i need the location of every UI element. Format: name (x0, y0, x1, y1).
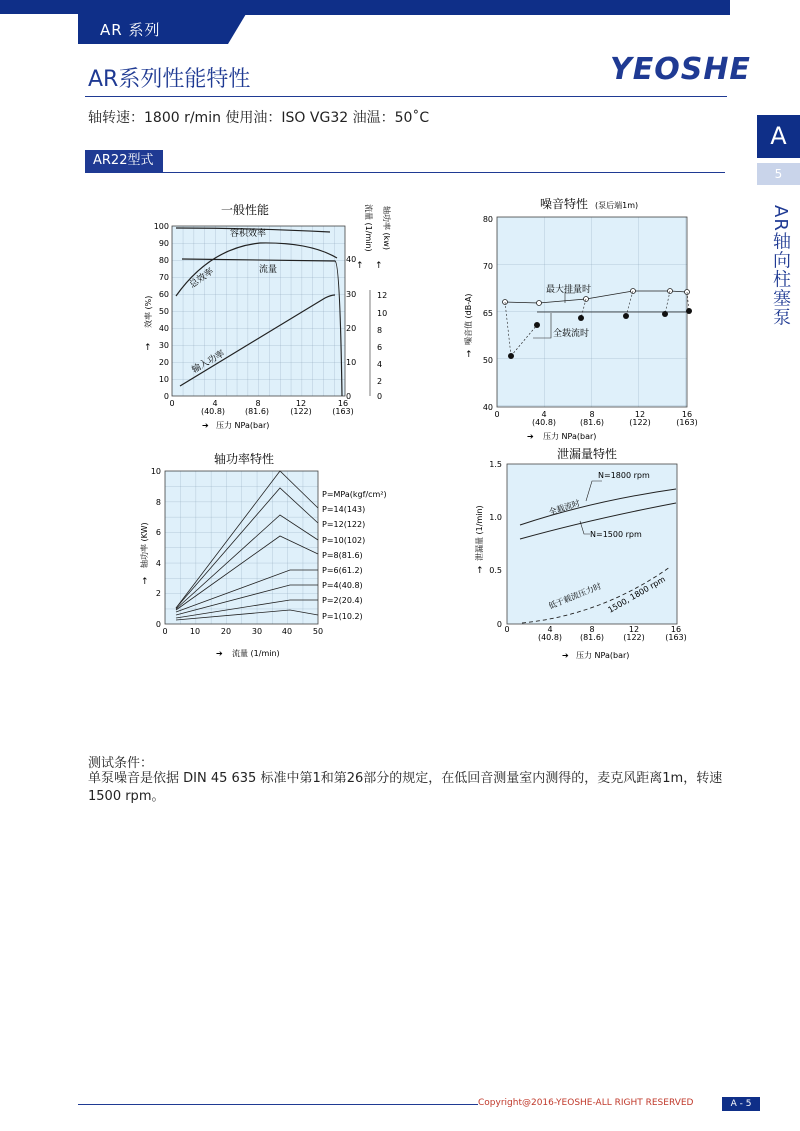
top-bar (0, 0, 730, 14)
arrow-up-icon: ↑ (476, 566, 484, 576)
tick: 10 (189, 627, 201, 636)
x-ticks (494, 410, 697, 427)
side-tab-letter: A (757, 115, 800, 158)
model-tab: AR22型式 (85, 150, 163, 172)
tick: 40 (346, 255, 357, 264)
legend (322, 505, 365, 621)
tick: 70 (482, 262, 493, 271)
series-tab-label: AR 系列 (100, 21, 161, 39)
tick-sub: (81.6) (244, 407, 270, 416)
arrow-up-icon: ↑ (465, 350, 473, 360)
vol-eff-label: 容积效率 (230, 229, 267, 239)
tick: 10 (377, 309, 388, 318)
y-ticks (483, 215, 493, 412)
tick: 40 (482, 403, 493, 412)
tick: 0 (162, 627, 168, 636)
legend-item: P=6(61.2) (322, 566, 363, 575)
tick-sub: (163) (332, 407, 354, 416)
tick-sub: (163) (665, 633, 687, 642)
x-label: 压力 NPa(bar) (576, 651, 630, 660)
chart-plot-area (507, 464, 677, 624)
total-eff-label: 总效率 (187, 266, 216, 291)
tick-sub: (163) (676, 418, 698, 427)
top-rule (235, 14, 730, 15)
legend-item: P=4(40.8) (322, 581, 363, 590)
tick: 100 (153, 222, 169, 231)
arrow-right-icon: ➔ (216, 649, 223, 658)
side-tab-number: 5 (757, 163, 800, 185)
tick-sub: (122) (290, 407, 312, 416)
tick: 16 (337, 399, 349, 408)
general-performance-chart (130, 198, 410, 438)
tick: 10 (158, 375, 169, 384)
chart-title: 一般性能 (221, 203, 270, 217)
tick: 20 (346, 324, 357, 333)
tick: 0 (155, 620, 161, 629)
legend-item: P=14(143) (322, 505, 366, 514)
notes-body: 单泵噪音是依据 DIN 45 635 标准中第1和第26部分的规定，在低回音测量室内测得的，麦克风距离1m，转速1500 rpm。 (88, 771, 723, 804)
full-load-label: 全载流时 (553, 329, 590, 339)
n1500-label: N=1500 rpm (590, 530, 642, 539)
flow-y-ticks (346, 255, 356, 401)
tick: 0 (169, 399, 175, 408)
tick-sub: (40.8) (537, 633, 563, 642)
footer-page-number: A - 5 (722, 1097, 760, 1111)
tick: 40 (158, 324, 169, 333)
tick: 8 (589, 410, 595, 419)
tick: 0 (346, 392, 352, 401)
tick: 12 (295, 399, 307, 408)
x-label: 压力 NPa(bar) (216, 421, 270, 430)
tick: 65 (482, 309, 493, 318)
power-y-ticks (377, 291, 387, 401)
leakage-chart (462, 443, 712, 663)
x-ticks (162, 627, 323, 636)
tick: 4 (547, 625, 553, 634)
tick: 10 (150, 467, 161, 476)
footer-copyright: Copyright@2016-YEOSHE-ALL RIGHT RESERVED (478, 1098, 694, 1108)
tick: 12 (628, 625, 640, 634)
tick: 6 (377, 343, 383, 352)
max-displacement-label: 最大排量时 (546, 285, 592, 295)
tick: 30 (158, 341, 169, 350)
tick: 8 (255, 399, 261, 408)
x-label: 压力 NPa(bar) (543, 432, 597, 441)
tick: 50 (482, 356, 493, 365)
brand-logo: YEOSHE (610, 52, 751, 87)
tick: 6 (155, 528, 161, 537)
arrow-up-icon: ↑ (141, 577, 149, 587)
tick-sub: (81.6) (579, 418, 605, 427)
tick: 0 (496, 620, 502, 629)
tick-sub: (122) (629, 418, 651, 427)
tick: 12 (634, 410, 646, 419)
title-rule (85, 96, 727, 97)
chart-subtitle: (泵后端1m) (595, 201, 639, 210)
noise-chart (455, 195, 715, 445)
tick: 4 (541, 410, 547, 419)
chart-title: 泄漏量特性 (557, 447, 618, 461)
arrow-up-icon: ↑ (375, 261, 383, 271)
y-ticks (151, 467, 161, 629)
chart-title: 噪音特性 (540, 197, 589, 211)
tick: 2 (155, 589, 161, 598)
series-tab (78, 14, 246, 44)
tick: 30 (346, 290, 357, 299)
tick: 40 (281, 627, 293, 636)
tick: 12 (377, 291, 388, 300)
data-point (508, 353, 514, 359)
tick: 1.5 (489, 460, 502, 469)
input-power-label: 输入功率 (190, 348, 227, 376)
n1800-label: N=1800 rpm (598, 471, 650, 480)
tick-sub: (122) (623, 633, 645, 642)
tick: 50 (158, 307, 169, 316)
data-point (537, 301, 542, 306)
arrow-right-icon: ➔ (202, 421, 209, 430)
left-y-label: 效率 (%) (144, 295, 153, 328)
low-pressure-label: 低于载流压力时 (547, 581, 603, 611)
x-label: 流量 (1/min) (232, 649, 280, 658)
tick: 16 (670, 625, 682, 634)
tick: 8 (377, 326, 383, 335)
tick: 50 (312, 627, 324, 636)
legend-item: P=2(20.4) (322, 596, 363, 605)
y-label: 轴功率 (KW) (140, 522, 149, 568)
tick: 70 (158, 273, 169, 282)
x-ticks (169, 399, 353, 416)
x-ticks (504, 625, 686, 642)
arrow-up-icon: ↑ (144, 343, 152, 353)
tick: 20 (220, 627, 232, 636)
arrow-right-icon: ➔ (527, 432, 534, 441)
legend-header: P=MPa(kgf/cm²) (322, 490, 387, 499)
legend-item: P=12(122) (322, 520, 366, 529)
low-rpm-label: 1500, 1800 rpm (606, 574, 667, 615)
y-ticks (489, 460, 502, 629)
data-point (623, 313, 629, 319)
tick-sub: (81.6) (579, 633, 605, 642)
arrow-up-icon: ↑ (356, 261, 364, 271)
tick: 4 (377, 360, 383, 369)
tick: 16 (681, 410, 693, 419)
footer-rule (78, 1104, 478, 1105)
data-point (534, 322, 540, 328)
tick: 0 (504, 625, 510, 634)
tick: 0 (163, 392, 169, 401)
legend-item: P=10(102) (322, 536, 366, 545)
shaft-power-chart (130, 448, 410, 668)
tick: 0 (494, 410, 500, 419)
data-point (662, 311, 668, 317)
tick: 60 (158, 290, 169, 299)
tick: 0 (377, 392, 383, 401)
arrow-right-icon: ➔ (562, 651, 569, 660)
tick: 4 (212, 399, 218, 408)
tick: 10 (346, 358, 357, 367)
left-y-ticks (154, 222, 169, 401)
full-load-label: 全载流时 (547, 498, 582, 517)
tick-sub: (40.8) (531, 418, 557, 427)
operating-conditions: 轴转速：1800 r/min 使用油：ISO VG32 油温：50˚C (88, 110, 430, 126)
tick: 80 (158, 256, 169, 265)
model-rule (85, 172, 725, 173)
flow-y-label: 流量 (1/min) (364, 204, 373, 252)
tick: 8 (155, 498, 161, 507)
tick: 1.0 (489, 513, 502, 522)
y-label: 噪音值 (dB-A) (464, 293, 473, 345)
notes-title: 测试条件： (88, 756, 154, 771)
tick: 4 (155, 559, 161, 568)
page-title: AR系列性能特性 (88, 67, 251, 92)
tick: 8 (589, 625, 595, 634)
tick: 90 (158, 239, 169, 248)
tick: 80 (482, 215, 493, 224)
legend-item: P=1(10.2) (322, 612, 363, 621)
chart-title: 轴功率特性 (214, 452, 275, 466)
data-point (578, 315, 584, 321)
y-label: 泄漏量 (1/min) (475, 505, 484, 561)
tick: 0.5 (489, 566, 502, 575)
tick: 20 (158, 358, 169, 367)
tick: 30 (251, 627, 263, 636)
flow-label: 流量 (259, 265, 278, 275)
data-point (686, 308, 692, 314)
power-y-label: 轴功率 (kw) (382, 206, 391, 250)
tick: 2 (377, 377, 383, 386)
tick-sub: (40.8) (200, 407, 226, 416)
side-tab-label: AR轴向柱塞泵 (770, 205, 791, 327)
legend-item: P=8(81.6) (322, 551, 363, 560)
